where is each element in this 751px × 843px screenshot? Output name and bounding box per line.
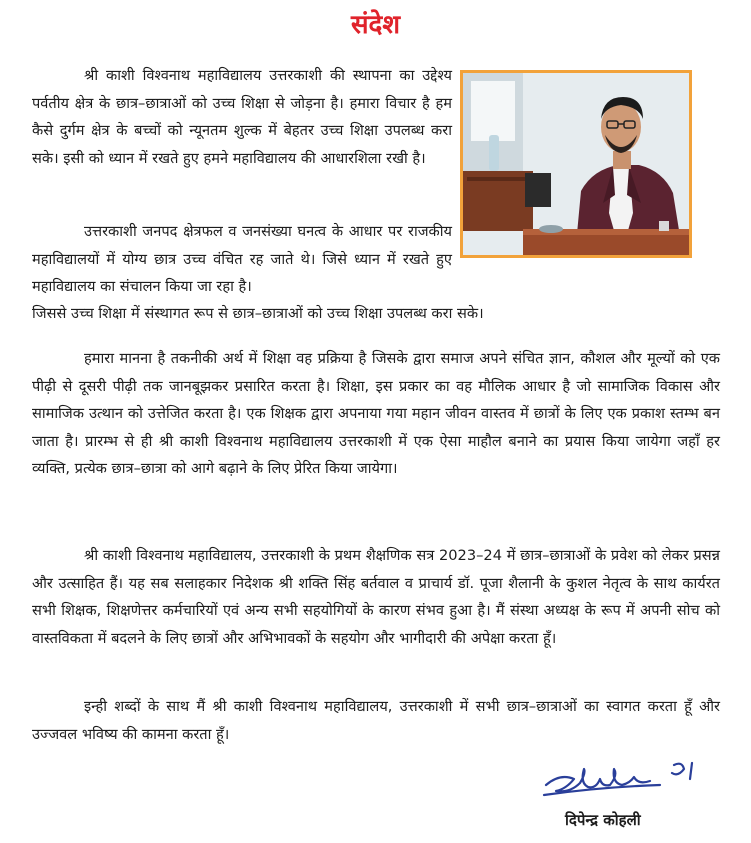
message-paragraph-1: श्री काशी विश्वनाथ महाविद्यालय उत्तरकाशी की स्थापना का उद्देश्य पर्वतीय क्षेत्र के छात्र–छात्राओं को उच्च शिक्षा से जोड़ना है। हमारा विचार है हम कैसे दुर्गम क्षेत्र के बच्चों को न्यूनतम शुल्क में बेहतर उच्च शिक्षा उपलब्ध करा सके। इसी को ध्यान में रखते हुए हमने महाविद्यालय की आधारशिला रखी है। — [32, 67, 452, 167]
signatory-name: दिपेन्द्र कोहली — [565, 811, 641, 829]
message-paragraph-3: हमारा मानना है तकनीकी अर्थ में शिक्षा वह प्रक्रिया है जिसके द्वारा समाज अपने संचित ज्ञान, कौशल और मूल्यों को एक पीढ़ी से दूसरी पीढ़ी तक जानबूझकर प्रसारित करता है। शिक्षा, इस प्रकार का वह मौलिक आधार है जो सामाजिक विकास और सामाजिक उत्थान को उत्तेजित करता है। एक शिक्षक द्वारा अपनाया गया महान जीवन वास्तव में छात्रों के लिए एक प्रकाश स्तम्भ बन जाता है। प्रारम्भ से ही श्री काशी विश्वनाथ महाविद्यालय उत्तरकाशी में एक ऐसा माहौल बनाने का प्रयास किया जायेगा जहाँ हर व्यक्ति, प्रत्येक छात्र–छात्रा को आगे बढ़ाने के लिए प्रेरित किया जायेगा। — [32, 350, 720, 477]
message-paragraph-2: उत्तरकाशी जनपद क्षेत्रफल व जनसंख्या घनत्व के आधार पर राजकीय महाविद्यालयों में योग्य छात्र उच्च वंचित रह जाते थे। जिसे ध्यान में रखते हुए महाविद्यालय का संचालन किया जा रहा है। — [32, 223, 452, 295]
message-paragraph-2-tail: जिससे उच्च शिक्षा में संस्थागत रूप से छात्र–छात्राओं को उच्च शिक्षा उपलब्ध करा सके। — [32, 305, 484, 322]
handwritten-signature — [540, 755, 710, 810]
page-title: संदेश — [350, 10, 401, 40]
author-photo — [460, 70, 692, 258]
message-paragraph-5: इन्ही शब्दों के साथ मैं श्री काशी विश्वनाथ महाविद्यालय, उत्तरकाशी में सभी छात्र–छात्राओं का स्वागत करता हूँ और उज्जवल भविष्य की कामना करता हूँ। — [32, 698, 720, 743]
message-paragraph-4: श्री काशी विश्वनाथ महाविद्यालय, उत्तरकाशी के प्रथम शैक्षणिक सत्र 2023–24 में छात्र–छात्राओं के प्रवेश को लेकर प्रसन्न और उत्साहित हैं। यह सब सलाहकार निदेशक श्री शक्ति सिंह बर्तवाल व प्राचार्य डॉ. पूजा शैलानी के कुशल नेतृत्व के साथ कार्यरत सभी शिक्षक, शिक्षणेत्तर कर्मचारियों एवं अन्य सभी सहयोगियों के कारण संभव हुआ है। मैं संस्था अध्यक्ष के रूप में अपनी सोच को वास्तविकता में बदलने के लिए छात्रों और अभिभावकों के सहयोग और भागीदारी की अपेक्षा करता हूँ। — [32, 547, 720, 647]
